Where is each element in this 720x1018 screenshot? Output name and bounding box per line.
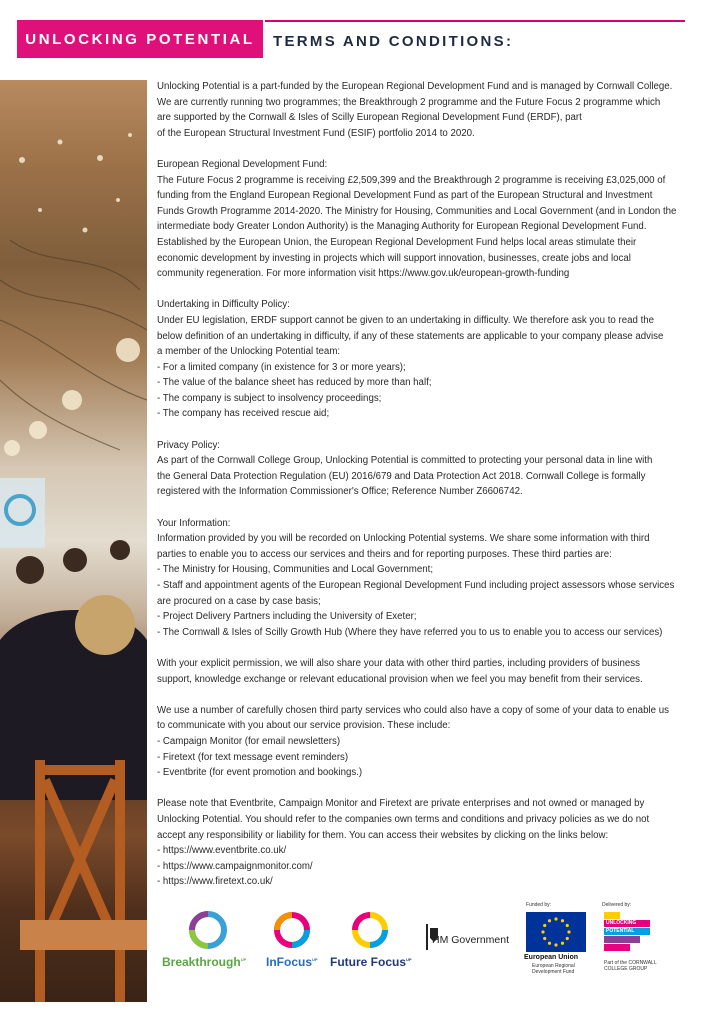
- text-line: - The company has received rescue aid;: [157, 408, 330, 420]
- text-line: With your explicit permission, we will also share your data with other third parties, including providers of business: [157, 657, 640, 669]
- futurefocus-mark-icon: [330, 910, 418, 950]
- text-line: of the European Structural Investment Fund (ESIF) portfolio 2014 to 2020.: [157, 127, 475, 139]
- eu-sub2-label: Development Fund: [532, 969, 575, 975]
- header-rule: [265, 20, 685, 22]
- futurefocus-logo: [330, 910, 418, 970]
- text-line: Funds Growth Programme 2014-2020. The Ministry for Housing, Communities and Local Government (and in London the: [157, 205, 677, 217]
- eu-funding-logo: [522, 902, 590, 982]
- eu-star-icon: [548, 919, 551, 922]
- text-line: Please note that Eventbrite, Campaign Monitor and Firetext are private enterprises and not owned or managed by: [157, 798, 645, 810]
- infocus-sup: UP: [312, 957, 318, 962]
- page-title: TERMS AND CONDITIONS:: [273, 33, 514, 50]
- text-line: - For a limited company (in existence for 3 or more years);: [157, 361, 406, 373]
- text-line: - The Cornwall & Isles of Scilly Growth Hub (Where they have referred you to us to enable you to access our services): [157, 626, 663, 638]
- eu-star-icon: [543, 937, 546, 940]
- text-line: to communicate with you about our service provision. These include:: [157, 720, 451, 732]
- unlocking-potential-logo: [600, 902, 710, 982]
- text-line: As part of the Cornwall College Group, Unlocking Potential is committed to protecting your personal data in line with: [157, 455, 653, 467]
- paragraph: [157, 796, 705, 890]
- eu-star-icon: [561, 942, 564, 945]
- up-bar-blue: [604, 928, 650, 935]
- text-line: parties to enable you to access our services and theirs and for reporting purposes. These third parties are:: [157, 548, 612, 560]
- text-line: intermediate body Greater London Authority) is the Managing Authority for European Regional Development Fund.: [157, 221, 647, 233]
- text-line: registered with the Information Commissioner's Office; Reference Number Z6606742.: [157, 486, 523, 498]
- text-line: - Firetext (for text message event reminders): [157, 751, 349, 763]
- futurefocus-label: Future Focus: [330, 955, 407, 969]
- eu-flag-icon: [526, 912, 586, 952]
- text-line: Unlocking Potential. You should refer to the companies own terms and conditions and privacy policies as we do not: [157, 813, 650, 825]
- delivered-by-label: Delivered by:: [602, 902, 632, 908]
- ccg-line2: COLLEGE GROUP: [604, 966, 648, 972]
- eu-star-icon: [541, 930, 544, 933]
- text-line: - Staff and appointment agents of the European Regional Development Fund including project assessors whose services: [157, 580, 675, 591]
- text-line: The Future Focus 2 programme is receiving £2,509,399 and the Breakthrough 2 programme is receiving £3,025,000 of: [157, 174, 666, 186]
- paragraph: [157, 656, 705, 687]
- text-line: - https://www.eventbrite.co.uk/: [157, 845, 287, 857]
- up-bar-purple: [604, 936, 640, 943]
- text-line: Under EU legislation, ERDF support cannot be given to an undertaking in difficulty. We therefore ask you to read the: [157, 314, 655, 326]
- text-line: funding from the England European Regional Development Fund as part of the European Structural and Investment: [157, 190, 653, 202]
- funded-by-label: Funded by:: [526, 902, 552, 908]
- infocus-logo: [266, 910, 326, 970]
- terms-body: [157, 79, 705, 905]
- infocus-label: InFocus: [266, 955, 313, 969]
- paragraph: [157, 516, 705, 641]
- brand-banner: [17, 20, 263, 58]
- up-bar-yellow: [604, 912, 620, 919]
- brand-title: UNLOCKING POTENTIAL: [25, 30, 255, 48]
- breakthrough-sup: UP: [240, 957, 247, 962]
- paragraph: [157, 157, 705, 282]
- text-line: - https://www.firetext.co.uk/: [157, 876, 273, 888]
- text-line: - The company is subject to insolvency proceedings;: [157, 392, 382, 404]
- hm-government-logo: [425, 924, 515, 954]
- eu-star-icon: [554, 943, 557, 946]
- eu-star-icon: [561, 919, 564, 922]
- infocus-mark-icon: [266, 910, 326, 950]
- text-line: Your Information:: [157, 517, 231, 529]
- hm-government-label: HM Government: [432, 934, 510, 946]
- text-line: a member of the Unlocking Potential team:: [157, 346, 341, 358]
- up-logo-line2: POTENTIAL: [606, 928, 635, 934]
- text-line: Unlocking Potential is a part-funded by the European Regional Development Fund and is managed by Cornwall College.: [157, 81, 673, 92]
- text-line: community regeneration. For more information visit https://www.gov.uk/european-growth-funding: [157, 268, 570, 280]
- text-line: - Eventbrite (for event promotion and bookings.): [157, 767, 363, 779]
- eu-star-icon: [566, 924, 569, 927]
- paragraph: [157, 297, 705, 422]
- text-line: - Project Delivery Partners including the University of Exeter;: [157, 611, 417, 623]
- breakthrough-label: Breakthrough: [162, 955, 241, 969]
- eu-star-icon: [548, 942, 551, 945]
- text-line: Undertaking in Difficulty Policy:: [157, 299, 290, 311]
- text-line: European Regional Development Fund:: [157, 158, 328, 170]
- paragraph: [157, 703, 705, 781]
- text-line: economic development by investing in projects which will support innovation, businesses, create jobs and local: [157, 252, 631, 264]
- paragraph: [157, 79, 705, 141]
- eu-star-icon: [543, 924, 546, 927]
- text-line: are supported by the Cornwall & Isles of Scilly European Regional Development Fund (ERDF), part: [157, 112, 582, 124]
- text-line: are procured on a case by case basis;: [157, 595, 321, 607]
- text-line: We use a number of carefully chosen third party services who could also have a copy of some of your data to enable us: [157, 704, 669, 716]
- eu-name-label: European Union: [524, 954, 579, 961]
- text-line: - The Ministry for Housing, Communities and Local Government;: [157, 564, 434, 576]
- eu-sub1-label: European Regional: [532, 963, 575, 969]
- text-line: accept any responsibility or liability for them. You can access their websites by clicking on the links below:: [157, 829, 609, 841]
- up-logo-line1: UNLOCKING: [606, 920, 637, 926]
- eu-star-icon: [567, 930, 570, 933]
- breakthrough-mark-icon: [162, 910, 260, 950]
- text-line: - Campaign Monitor (for email newsletters): [157, 735, 341, 747]
- text-line: below definition of an undertaking in difficulty, if any of these statements are applicable to your company please advise: [157, 330, 664, 342]
- eu-star-icon: [566, 937, 569, 940]
- up-bar-pink: [604, 920, 650, 927]
- ccg-line1: Part of the CORNWALL: [604, 960, 657, 966]
- logo-strip: [162, 902, 710, 982]
- text-line: - The value of the balance sheet has reduced by more than half;: [157, 377, 432, 389]
- up-bar-pink-2: [604, 944, 630, 951]
- text-line: Information provided by you will be recorded on Unlocking Potential systems. We share some information with third: [157, 533, 650, 545]
- futurefocus-sup: UP: [406, 957, 412, 962]
- text-line: Privacy Policy:: [157, 439, 220, 451]
- paragraph: [157, 438, 705, 500]
- text-line: the General Data Protection Regulation (EU) 2016/679 and Data Protection Act 2018. Cornwall College is formally: [157, 470, 646, 482]
- event-photo: [0, 80, 147, 1002]
- text-line: Established by the European Union, the European Regional Development Fund helps local areas stimulate their: [157, 236, 637, 248]
- text-line: - https://www.campaignmonitor.com/: [157, 860, 313, 872]
- eu-star-icon: [554, 917, 557, 920]
- text-line: support, knowledge exchange or relevant educational provision when we feel you may benefit from their services.: [157, 673, 643, 685]
- text-line: We are currently running two programmes; the Breakthrough 2 programme and the Future Focus 2 programme which: [157, 96, 661, 108]
- breakthrough-logo: [162, 910, 260, 970]
